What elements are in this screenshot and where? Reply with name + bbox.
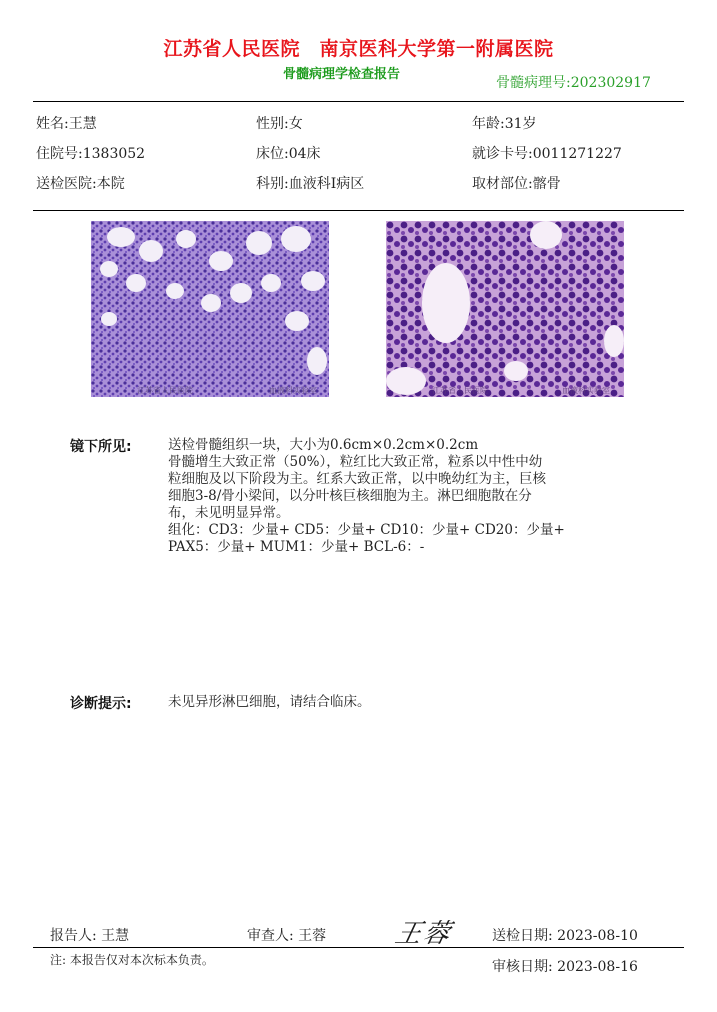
patient-sex: 性别:女: [256, 116, 303, 132]
inpatient-number: 住院号:1383052: [36, 146, 146, 162]
sampling-site: 取材部位:髂骨: [472, 176, 561, 192]
watermark-left-1: 江苏省人民医院: [137, 386, 193, 395]
reporter: 报告人: 王慧: [50, 928, 130, 944]
sending-hospital: 送检医院:本院: [36, 176, 125, 192]
watermark-right-1: 江苏省人民医院: [432, 386, 488, 395]
patient-age: 年龄:31岁: [472, 116, 537, 132]
report-title: 骨髓病理学检查报告: [283, 67, 401, 82]
immunohistochemistry-line: 组化：CD3：少量+ CD5：少量+ CD10：少量+ CD20：少量+: [168, 522, 565, 538]
watermark-right-2: 血液科实验室: [562, 386, 610, 395]
patient-name: 姓名:王慧: [36, 116, 97, 132]
reviewer: 审查人: 王蓉: [247, 928, 327, 944]
diagnosis-label: 诊断提示:: [70, 696, 132, 712]
hospital-title: 江苏省人民医院 南京医科大学第一附属医院: [163, 38, 554, 60]
watermark-left-2: 血液科实验室: [269, 386, 317, 395]
visit-card-number: 就诊卡号:0011271227: [472, 146, 622, 162]
micrograph-high-power: [386, 221, 624, 397]
micrograph-low-power: [91, 221, 329, 397]
microscopy-findings: [168, 437, 648, 556]
microscopy-line: 布，未见明显异常。: [168, 505, 290, 521]
diagnosis-text: 未见异形淋巴细胞，请结合临床。: [168, 694, 371, 710]
microscopy-line: 骨髓增生大致正常（50%），粒红比大致正常，粒系以中性中幼: [168, 454, 543, 470]
footer-divider: [33, 947, 684, 948]
info-divider: [33, 210, 684, 211]
reviewer-signature: 王蓉: [392, 919, 455, 949]
header-divider: [33, 101, 684, 102]
bed-number: 床位:04床: [256, 146, 321, 162]
disclaimer-note: 注: 本报告仅对本次标本负责。: [50, 953, 214, 967]
microscopy-label: 镜下所见:: [70, 439, 132, 455]
review-date: 审核日期: 2023-08-16: [492, 959, 638, 975]
submit-date: 送检日期: 2023-08-10: [492, 928, 638, 944]
pathology-number: 骨髓病理号:202302917: [496, 75, 651, 91]
microscopy-line: 细胞3-8/骨小梁间，以分叶核巨核细胞为主。淋巴细胞散在分: [168, 488, 532, 504]
immunohistochemistry-line: PAX5：少量+ MUM1：少量+ BCL-6：-: [168, 539, 425, 555]
microscopy-line: 粒细胞及以下阶段为主。红系大致正常，以中晚幼红为主，巨核: [168, 471, 546, 487]
microscopy-line: 送检骨髓组织一块，大小为0.6cm×0.2cm×0.2cm: [168, 437, 479, 453]
department: 科别:血液科I病区: [256, 176, 365, 192]
